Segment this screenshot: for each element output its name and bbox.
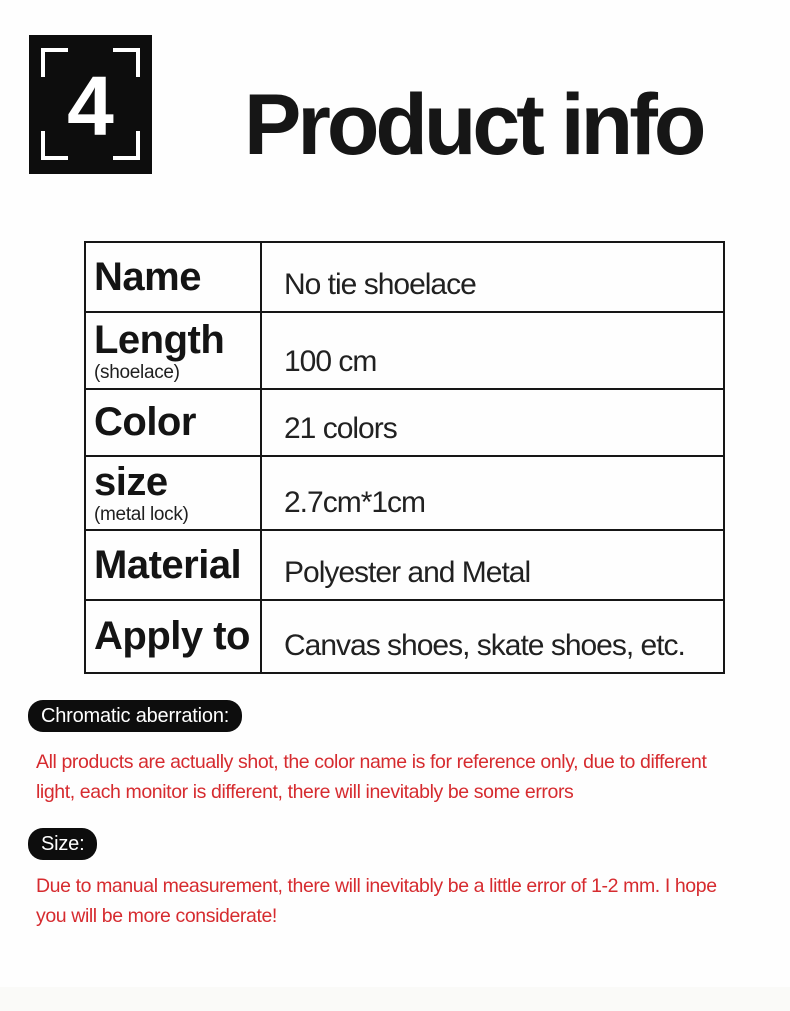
page-title: Product info: [244, 77, 703, 173]
chromatic-aberration-label: Chromatic aberration:: [28, 700, 242, 732]
spec-sublabel: (shoelace): [94, 361, 180, 383]
spec-value-cell: [261, 456, 724, 530]
spec-label-cell: [85, 456, 261, 530]
spec-label-cell: [85, 600, 261, 673]
spec-label: Material: [94, 542, 242, 587]
spec-label-cell: [85, 242, 261, 312]
spec-sublabel: (metal lock): [94, 504, 189, 525]
table-row: [85, 530, 724, 600]
spec-value: No tie shoelace: [284, 268, 476, 301]
spec-label: Apply to: [94, 614, 250, 658]
spec-label-cell: [85, 530, 261, 600]
note-line: you will be more considerate!: [36, 904, 277, 927]
table-row: [85, 242, 724, 312]
note-line: light, each monitor is different, there will inevitably be some errors: [36, 780, 574, 803]
table-row: [85, 456, 724, 530]
table-row: [85, 600, 724, 673]
table-row: [85, 389, 724, 456]
step-number-badge: [29, 35, 152, 174]
table-row: [85, 312, 724, 389]
badge-number: 4: [67, 58, 114, 153]
spec-value: 2.7cm*1cm: [284, 486, 426, 519]
size-label: Size:: [28, 828, 97, 860]
spec-value-cell: [261, 312, 724, 389]
spec-label-cell: [85, 389, 261, 456]
note-line: All products are actually shot, the color name is for reference only, due to different: [36, 751, 707, 773]
spec-value: 21 colors: [284, 412, 397, 445]
spec-label: Length: [94, 317, 225, 362]
spec-value-cell: [261, 600, 724, 673]
spec-value-cell: [261, 389, 724, 456]
spec-label: Color: [94, 400, 196, 444]
chromatic-aberration-note: [36, 748, 707, 807]
spec-value-cell: [261, 530, 724, 600]
footer-band: [0, 987, 790, 1011]
spec-value-cell: [261, 242, 724, 312]
spec-value: Polyester and Metal: [284, 556, 531, 589]
size-note: [36, 872, 717, 931]
note-line: Due to manual measurement, there will inevitably be a little error of 1-2 mm. I hope: [36, 875, 717, 897]
spec-value: Canvas shoes, skate shoes, etc.: [284, 629, 685, 662]
spec-label: Name: [94, 254, 201, 299]
product-spec-table: [84, 241, 725, 674]
spec-value: 100 cm: [284, 345, 377, 378]
spec-label: size: [94, 460, 168, 504]
spec-label-cell: [85, 312, 261, 389]
